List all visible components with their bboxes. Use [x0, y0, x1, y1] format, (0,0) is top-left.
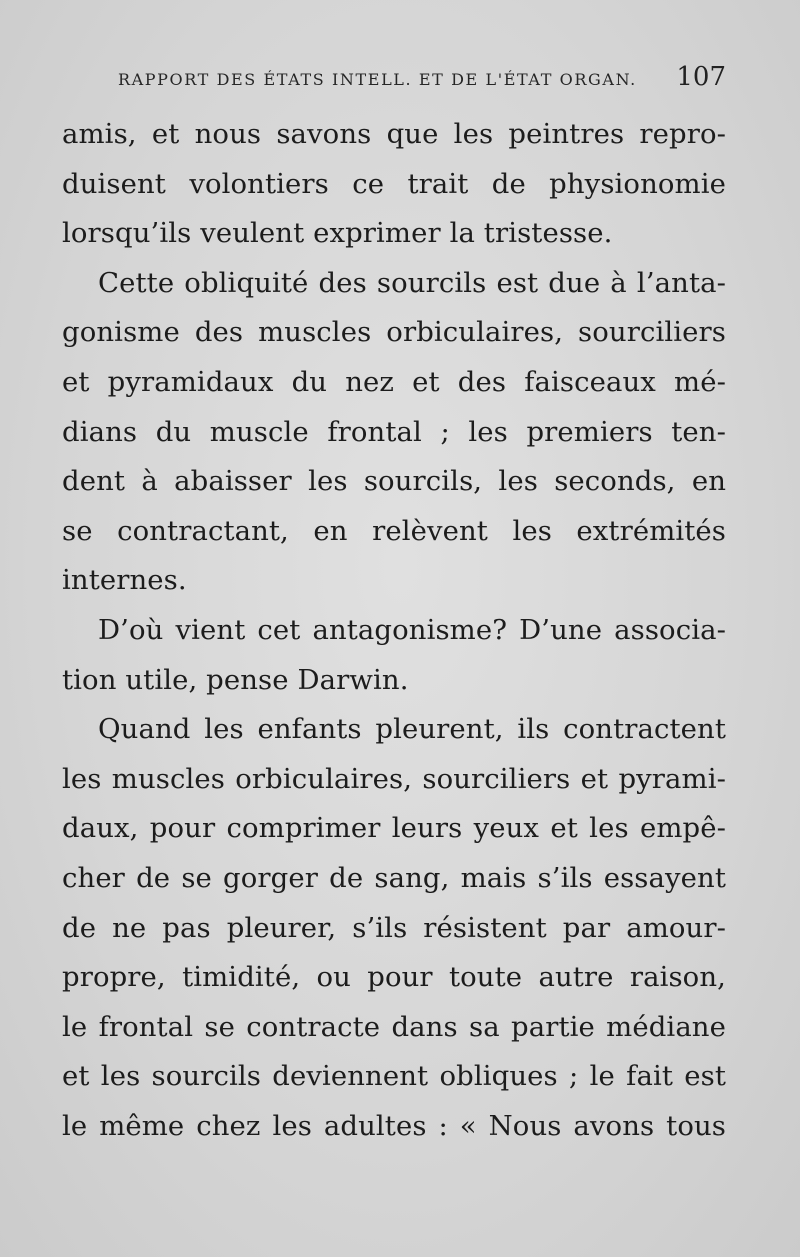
text-line: duisent volontiers ce trait de physionomie: [62, 167, 726, 200]
text-line: gonisme des muscles orbiculaires, sourciliers: [62, 316, 726, 349]
text-line: lorsqu’ils veulent exprimer la tristesse.: [62, 217, 613, 250]
page-header: [118, 62, 726, 102]
running-head: RAPPORT DES ÉTATS INTELL. ET DE L'ÉTAT ORGAN.: [118, 70, 637, 89]
text-line: tion utile, pense Darwin.: [62, 663, 409, 696]
text-line: propre, timidité, ou pour toute autre raison,: [62, 961, 726, 994]
text-line: et pyramidaux du nez et des faisceaux mé-: [62, 365, 726, 398]
text-line: se contractant, en relèvent les extrémités: [62, 514, 726, 547]
text-line: le même chez les adultes : « Nous avons tous: [62, 1109, 726, 1142]
text-line: le frontal se contracte dans sa partie médiane: [62, 1010, 726, 1043]
text-line: internes.: [62, 564, 187, 597]
text-line: Quand les enfants pleurent, ils contractent: [98, 713, 726, 746]
text-line: et les sourcils deviennent obliques ; le fait est: [62, 1060, 726, 1093]
text-line: dent à abaisser les sourcils, les seconds, en: [62, 465, 726, 498]
text-line: Cette obliquité des sourcils est due à l’anta-: [98, 266, 726, 299]
text-line: dians du muscle frontal ; les premiers ten-: [62, 415, 726, 448]
body-text: [62, 110, 726, 1151]
text-line: les muscles orbiculaires, sourciliers et pyrami-: [62, 762, 726, 795]
text-line: daux, pour comprimer leurs yeux et les empê-: [62, 812, 726, 845]
page-number: 107: [676, 62, 726, 92]
text-line: amis, et nous savons que les peintres repro-: [62, 118, 726, 150]
text-line: cher de se gorger de sang, mais s’ils essayent: [62, 861, 726, 894]
text-line: de ne pas pleurer, s’ils résistent par amour-: [62, 911, 726, 944]
text-line: D’où vient cet antagonisme? D’une associa-: [98, 613, 726, 646]
